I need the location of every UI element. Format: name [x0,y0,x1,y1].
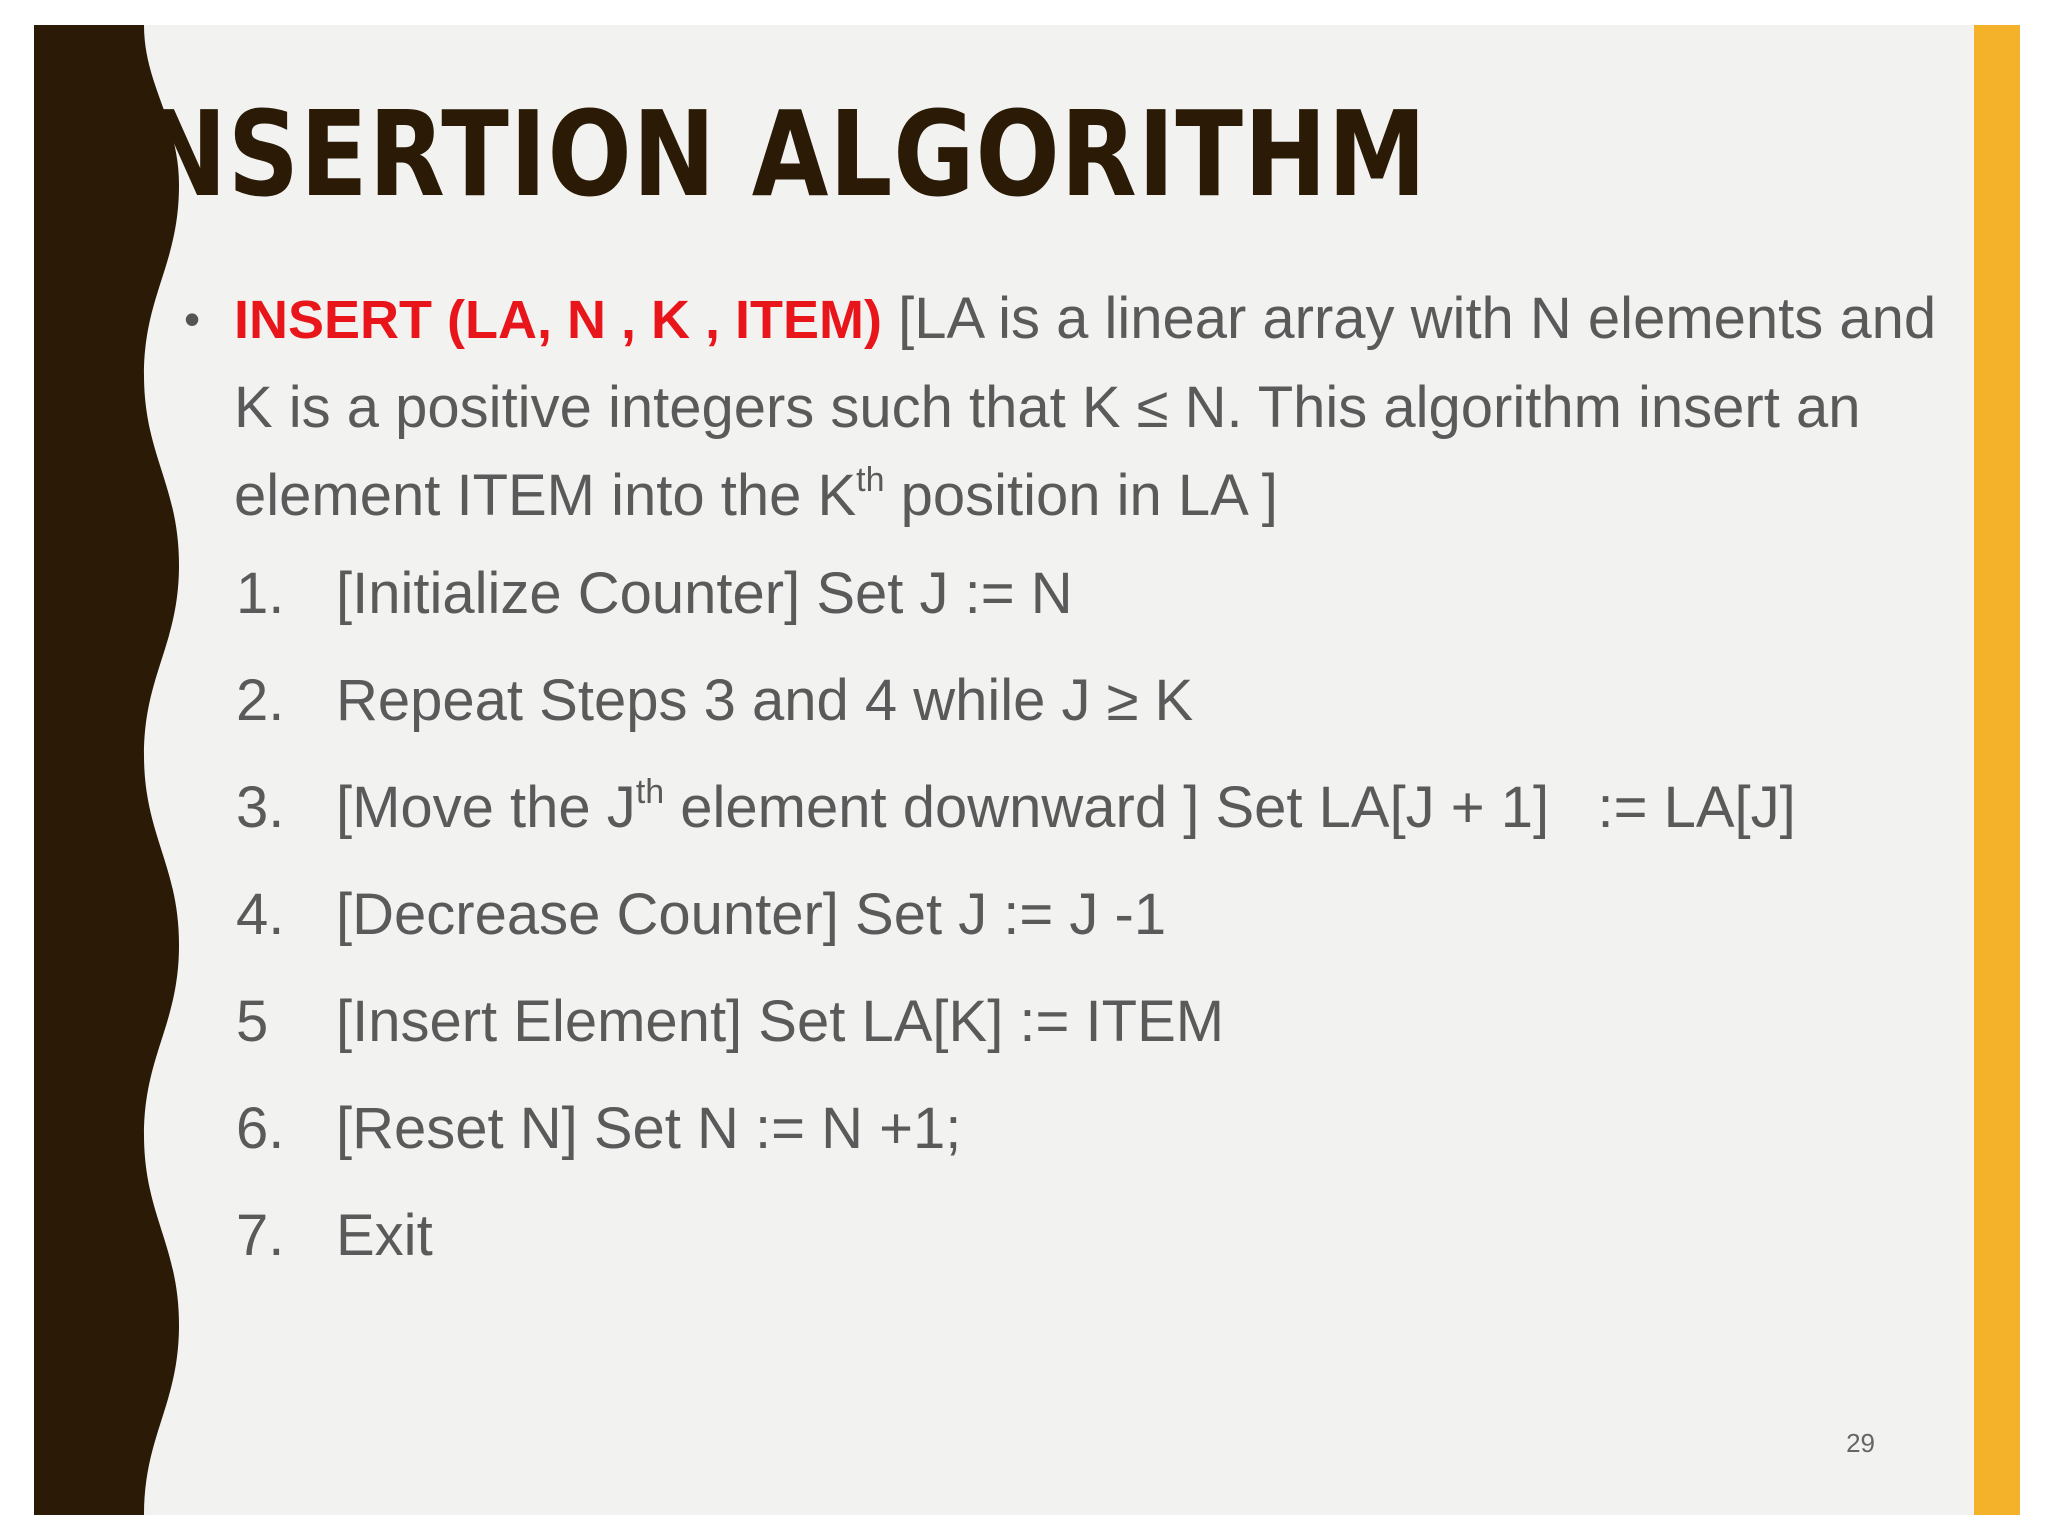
step-number: 6. [236,1096,285,1161]
step-text-part-1: [Move the J [336,775,636,840]
page-number: 29 [1846,1428,1875,1458]
step-text: [Initialize Counter] Set J := N [336,561,1073,626]
step-number: 2. [236,668,285,733]
step-item [184,1188,1944,1295]
intro-text-part-1: [LA is a linear array with N elements and K is a positive integers such that K ≤ N. This algorithm insert an element ITEM into the K [234,286,1937,528]
step-item [184,546,1944,653]
step-item [184,974,1944,1081]
step-text: Exit [336,1203,433,1268]
slide-content [184,275,1944,1295]
accent-bar [1974,25,2020,1515]
intro-superscript: th [856,461,885,499]
step-number: 3. [236,775,285,840]
step-number: 4. [236,882,285,947]
step-text [336,760,1796,856]
slide-title: NSERTION ALGORITHM [144,85,1428,223]
step-superscript: th [635,773,665,811]
step-number: 5 [236,989,269,1054]
wavy-band-decoration [34,25,194,1515]
step-item [184,653,1944,760]
bullet-marker: • [184,293,201,345]
step-text-part-2: element downward ] Set LA[J + 1] := LA[J] [664,775,1796,840]
algorithm-signature: INSERT (LA, N , K , ITEM) [234,290,882,350]
step-number: 7. [236,1203,285,1268]
step-item [184,1081,1944,1188]
slide [34,25,2020,1515]
step-text: [Insert Element] Set LA[K] := ITEM [336,989,1225,1054]
step-item [184,867,1944,974]
step-text: Repeat Steps 3 and 4 while J ≥ K [336,668,1194,733]
step-text: [Decrease Counter] Set J := J -1 [336,882,1167,947]
intro-text-part-2: position in LA ] [884,463,1278,528]
step-text: [Reset N] Set N := N +1; [336,1096,962,1161]
step-number: 1. [236,561,285,626]
intro-paragraph [184,275,1944,540]
step-item [184,760,1944,867]
algorithm-steps [184,546,1944,1295]
